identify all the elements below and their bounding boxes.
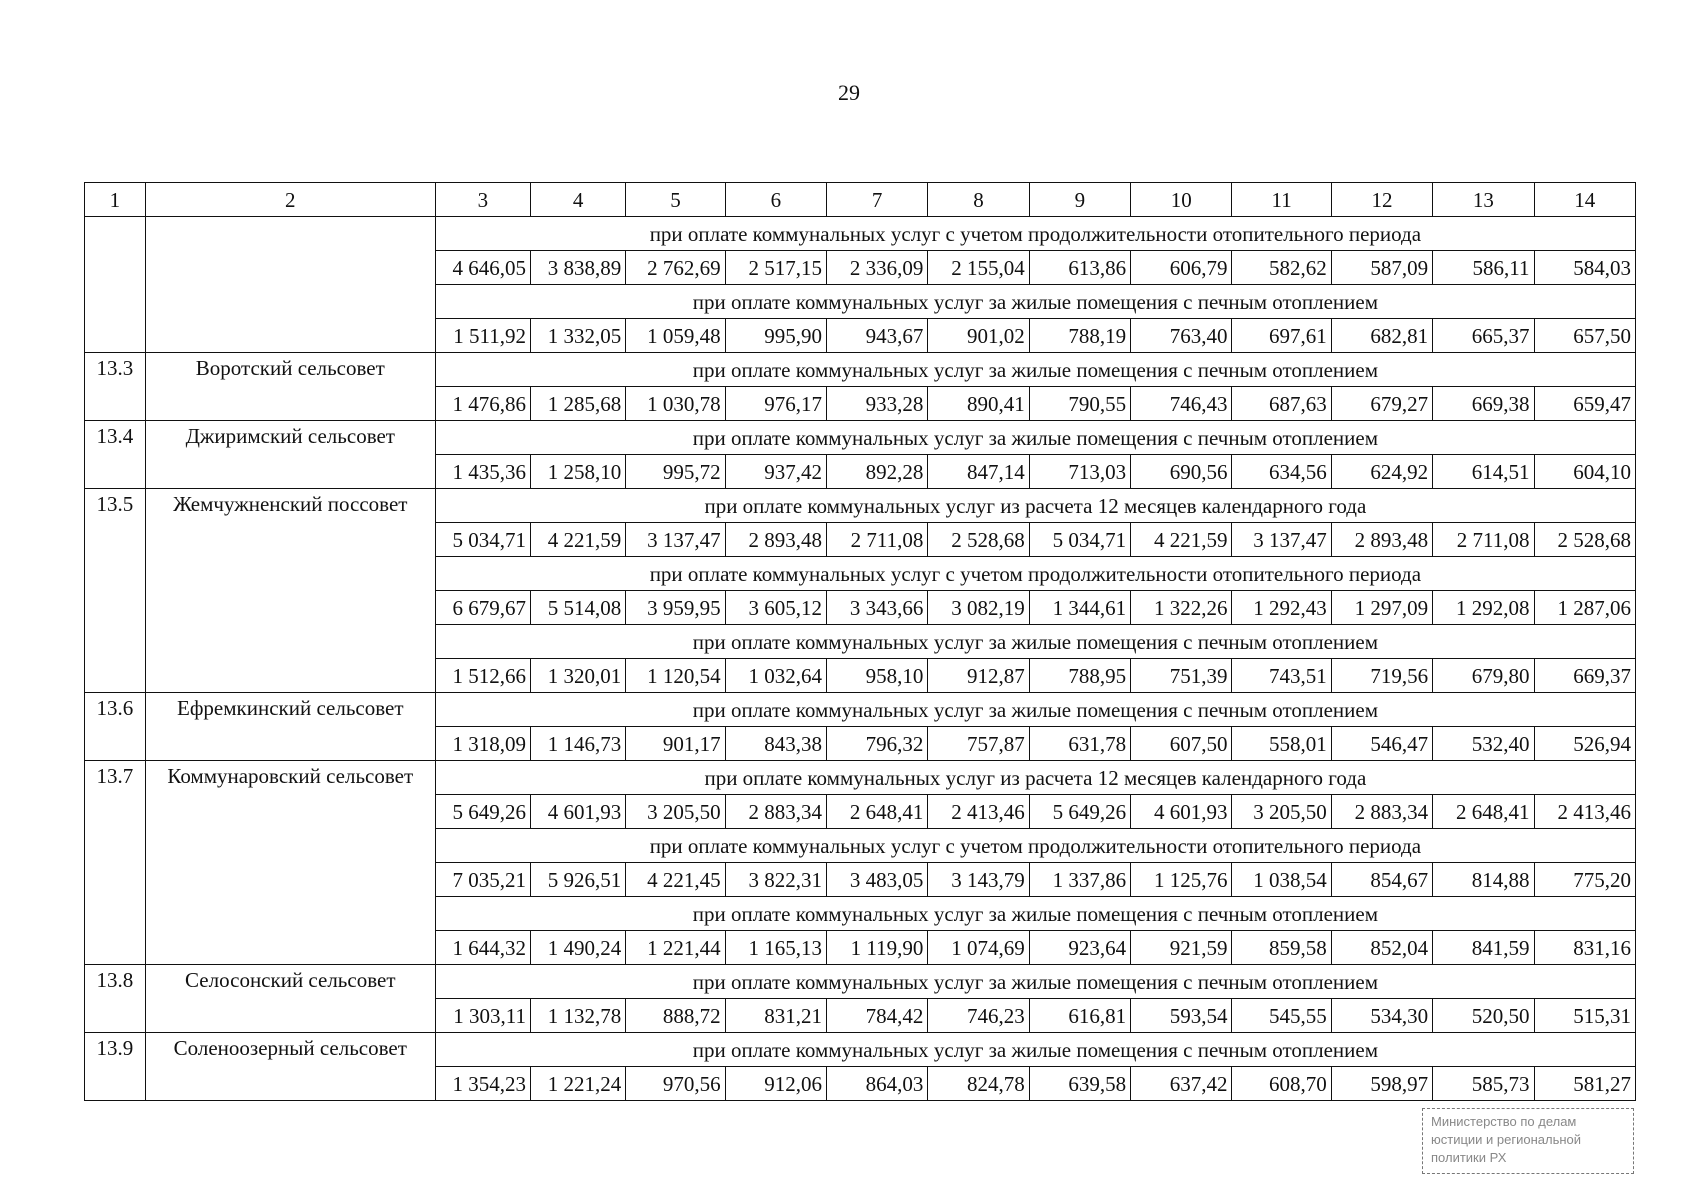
column-number-header: 3 <box>435 183 530 217</box>
settlement-name: Джиримский сельсовет <box>145 421 435 489</box>
column-number-header: 6 <box>725 183 826 217</box>
tariff-value: 3 205,50 <box>1232 795 1331 829</box>
tariff-value: 790,55 <box>1029 387 1130 421</box>
tariff-value: 631,78 <box>1029 727 1130 761</box>
tariff-value: 2 711,08 <box>1433 523 1534 557</box>
tariff-value: 763,40 <box>1131 319 1232 353</box>
payment-condition: при оплате коммунальных услуг из расчета 12 месяцев календарного года <box>435 761 1635 795</box>
tariff-value: 746,43 <box>1131 387 1232 421</box>
tariff-value: 2 413,46 <box>928 795 1029 829</box>
tariff-value: 4 221,45 <box>626 863 725 897</box>
tariff-value: 634,56 <box>1232 455 1331 489</box>
payment-condition: при оплате коммунальных услуг за жилые помещения с печным отоплением <box>435 353 1635 387</box>
column-number-header: 13 <box>1433 183 1534 217</box>
tariff-value: 854,67 <box>1331 863 1432 897</box>
tariff-value: 831,21 <box>725 999 826 1033</box>
tariff-value: 970,56 <box>626 1067 725 1101</box>
tariff-value: 746,23 <box>928 999 1029 1033</box>
tariff-value: 639,58 <box>1029 1067 1130 1101</box>
tariff-value: 1 292,43 <box>1232 591 1331 625</box>
tariff-value: 1 644,32 <box>435 931 530 965</box>
payment-condition: при оплате коммунальных услуг за жилые помещения с печным отоплением <box>435 285 1635 319</box>
payment-condition: при оплате коммунальных услуг за жилые помещения с печным отоплением <box>435 897 1635 931</box>
tariff-value: 637,42 <box>1131 1067 1232 1101</box>
tariff-value: 757,87 <box>928 727 1029 761</box>
item-number: 13.6 <box>85 693 146 761</box>
column-number-header: 1 <box>85 183 146 217</box>
column-number-header: 10 <box>1131 183 1232 217</box>
tariff-value: 4 601,93 <box>531 795 626 829</box>
tariff-value: 796,32 <box>827 727 928 761</box>
tariff-value: 864,03 <box>827 1067 928 1101</box>
column-number-header: 14 <box>1534 183 1636 217</box>
tariff-value: 2 413,46 <box>1534 795 1636 829</box>
tariff-value: 912,87 <box>928 659 1029 693</box>
tariff-value: 2 155,04 <box>928 251 1029 285</box>
tariff-value: 584,03 <box>1534 251 1636 285</box>
condition-row <box>85 761 1636 795</box>
tariff-value: 852,04 <box>1331 931 1432 965</box>
tariff-value: 613,86 <box>1029 251 1130 285</box>
tariff-value: 1 476,86 <box>435 387 530 421</box>
settlement-name: Воротский сельсовет <box>145 353 435 421</box>
tariff-value: 2 762,69 <box>626 251 725 285</box>
tariff-value: 2 883,34 <box>1331 795 1432 829</box>
payment-condition: при оплате коммунальных услуг с учетом продолжительности отопительного периода <box>435 829 1635 863</box>
tariff-value: 4 646,05 <box>435 251 530 285</box>
tariff-value: 1 032,64 <box>725 659 826 693</box>
tariff-value: 3 838,89 <box>531 251 626 285</box>
table-body <box>85 183 1636 1101</box>
condition-row <box>85 489 1636 523</box>
tariff-value: 912,06 <box>725 1067 826 1101</box>
settlement-name <box>145 217 435 353</box>
tariff-value: 1 059,48 <box>626 319 725 353</box>
condition-row <box>85 965 1636 999</box>
tariff-value: 520,50 <box>1433 999 1534 1033</box>
tariff-value: 7 035,21 <box>435 863 530 897</box>
tariff-value: 2 528,68 <box>928 523 1029 557</box>
tariff-value: 788,19 <box>1029 319 1130 353</box>
item-number <box>85 217 146 353</box>
tariff-value: 1 125,76 <box>1131 863 1232 897</box>
tariff-value: 1 221,44 <box>626 931 725 965</box>
tariff-value: 515,31 <box>1534 999 1636 1033</box>
tariff-value: 581,27 <box>1534 1067 1636 1101</box>
payment-condition: при оплате коммунальных услуг за жилые помещения с печным отоплением <box>435 421 1635 455</box>
tariff-value: 890,41 <box>928 387 1029 421</box>
tariff-value: 719,56 <box>1331 659 1432 693</box>
settlement-name: Ефремкинский сельсовет <box>145 693 435 761</box>
tariff-value: 2 893,48 <box>725 523 826 557</box>
tariff-value: 888,72 <box>626 999 725 1033</box>
tariff-value: 2 883,34 <box>725 795 826 829</box>
tariff-value: 3 137,47 <box>626 523 725 557</box>
tariff-value: 5 034,71 <box>435 523 530 557</box>
tariff-value: 4 221,59 <box>531 523 626 557</box>
tariff-value: 751,39 <box>1131 659 1232 693</box>
tariff-value: 847,14 <box>928 455 1029 489</box>
tariff-value: 5 514,08 <box>531 591 626 625</box>
tariff-value: 657,50 <box>1534 319 1636 353</box>
tariff-value: 1 344,61 <box>1029 591 1130 625</box>
tariff-value: 687,63 <box>1232 387 1331 421</box>
payment-condition: при оплате коммунальных услуг с учетом продолжительности отопительного периода <box>435 557 1635 591</box>
settlement-name: Жемчужненский поссовет <box>145 489 435 693</box>
tariff-value: 788,95 <box>1029 659 1130 693</box>
payment-condition: при оплате коммунальных услуг за жилые помещения с печным отоплением <box>435 625 1635 659</box>
tariff-value: 831,16 <box>1534 931 1636 965</box>
tariff-value: 1 120,54 <box>626 659 725 693</box>
tariff-value: 1 132,78 <box>531 999 626 1033</box>
tariff-value: 933,28 <box>827 387 928 421</box>
tariff-value: 5 034,71 <box>1029 523 1130 557</box>
tariff-value: 2 648,41 <box>1433 795 1534 829</box>
tariff-value: 532,40 <box>1433 727 1534 761</box>
tariff-value: 1 287,06 <box>1534 591 1636 625</box>
item-number: 13.4 <box>85 421 146 489</box>
tariff-value: 3 483,05 <box>827 863 928 897</box>
tariff-value: 616,81 <box>1029 999 1130 1033</box>
tariff-value: 558,01 <box>1232 727 1331 761</box>
tariff-value: 3 959,95 <box>626 591 725 625</box>
tariff-value: 923,64 <box>1029 931 1130 965</box>
tariff-value: 1 435,36 <box>435 455 530 489</box>
tariff-value: 1 074,69 <box>928 931 1029 965</box>
settlement-name: Коммунаровский сельсовет <box>145 761 435 965</box>
tariff-value: 679,80 <box>1433 659 1534 693</box>
tariff-value: 2 893,48 <box>1331 523 1432 557</box>
tariff-value: 843,38 <box>725 727 826 761</box>
item-number: 13.3 <box>85 353 146 421</box>
tariff-value: 586,11 <box>1433 251 1534 285</box>
condition-row <box>85 1033 1636 1067</box>
tariff-value: 659,47 <box>1534 387 1636 421</box>
tariff-value: 841,59 <box>1433 931 1534 965</box>
tariff-value: 2 517,15 <box>725 251 826 285</box>
tariff-value: 995,72 <box>626 455 725 489</box>
payment-condition: при оплате коммунальных услуг за жилые помещения с печным отоплением <box>435 965 1635 999</box>
tariff-value: 3 205,50 <box>626 795 725 829</box>
tariff-value: 534,30 <box>1331 999 1432 1033</box>
payment-condition: при оплате коммунальных услуг из расчета 12 месяцев календарного года <box>435 489 1635 523</box>
settlement-name: Селосонский сельсовет <box>145 965 435 1033</box>
tariff-value: 1 332,05 <box>531 319 626 353</box>
tariff-value: 3 137,47 <box>1232 523 1331 557</box>
tariff-value: 585,73 <box>1433 1067 1534 1101</box>
tariff-value: 775,20 <box>1534 863 1636 897</box>
stamp-line: юстиции и региональной <box>1431 1132 1582 1147</box>
tariff-value: 921,59 <box>1131 931 1232 965</box>
tariff-value: 943,67 <box>827 319 928 353</box>
column-number-header: 8 <box>928 183 1029 217</box>
column-number-header: 4 <box>531 183 626 217</box>
condition-row <box>85 693 1636 727</box>
tariff-value: 3 605,12 <box>725 591 826 625</box>
tariff-value: 1 119,90 <box>827 931 928 965</box>
tariff-value: 598,97 <box>1331 1067 1432 1101</box>
tariff-value: 2 648,41 <box>827 795 928 829</box>
tariff-value: 1 303,11 <box>435 999 530 1033</box>
tariff-value: 1 490,24 <box>531 931 626 965</box>
tariff-value: 669,37 <box>1534 659 1636 693</box>
item-number: 13.7 <box>85 761 146 965</box>
tariff-value: 1 320,01 <box>531 659 626 693</box>
column-number-header: 7 <box>827 183 928 217</box>
tariff-value: 901,17 <box>626 727 725 761</box>
tariff-value: 976,17 <box>725 387 826 421</box>
tariff-value: 814,88 <box>1433 863 1534 897</box>
tariff-value: 697,61 <box>1232 319 1331 353</box>
tariff-value: 593,54 <box>1131 999 1232 1033</box>
tariff-table <box>84 182 1636 1101</box>
tariff-value: 901,02 <box>928 319 1029 353</box>
tariff-value: 958,10 <box>827 659 928 693</box>
item-number: 13.5 <box>85 489 146 693</box>
condition-row <box>85 353 1636 387</box>
tariff-value: 614,51 <box>1433 455 1534 489</box>
settlement-name: Соленоозерный сельсовет <box>145 1033 435 1101</box>
stamp-line: Министерство по делам <box>1431 1114 1577 1129</box>
tariff-value: 1 354,23 <box>435 1067 530 1101</box>
stamp-line: политики РХ <box>1431 1150 1507 1165</box>
tariff-value: 5 649,26 <box>435 795 530 829</box>
tariff-value: 1 258,10 <box>531 455 626 489</box>
condition-row <box>85 421 1636 455</box>
tariff-value: 3 143,79 <box>928 863 1029 897</box>
tariff-value: 526,94 <box>1534 727 1636 761</box>
tariff-value: 1 285,68 <box>531 387 626 421</box>
tariff-value: 859,58 <box>1232 931 1331 965</box>
tariff-value: 2 711,08 <box>827 523 928 557</box>
tariff-value: 608,70 <box>1232 1067 1331 1101</box>
tariff-value: 3 343,66 <box>827 591 928 625</box>
payment-condition: при оплате коммунальных услуг за жилые помещения с печным отоплением <box>435 693 1635 727</box>
tariff-value: 3 082,19 <box>928 591 1029 625</box>
tariff-value: 690,56 <box>1131 455 1232 489</box>
tariff-value: 1 221,24 <box>531 1067 626 1101</box>
tariff-value: 607,50 <box>1131 727 1232 761</box>
item-number: 13.9 <box>85 1033 146 1101</box>
tariff-value: 587,09 <box>1331 251 1432 285</box>
tariff-value: 604,10 <box>1534 455 1636 489</box>
tariff-value: 2 528,68 <box>1534 523 1636 557</box>
tariff-value: 1 165,13 <box>725 931 826 965</box>
tariff-value: 713,03 <box>1029 455 1130 489</box>
tariff-value: 937,42 <box>725 455 826 489</box>
column-number-header: 12 <box>1331 183 1432 217</box>
tariff-value: 784,42 <box>827 999 928 1033</box>
tariff-value: 5 926,51 <box>531 863 626 897</box>
tariff-value: 665,37 <box>1433 319 1534 353</box>
tariff-value: 824,78 <box>928 1067 1029 1101</box>
tariff-value: 682,81 <box>1331 319 1432 353</box>
tariff-value: 1 322,26 <box>1131 591 1232 625</box>
tariff-value: 1 297,09 <box>1331 591 1432 625</box>
tariff-value: 606,79 <box>1131 251 1232 285</box>
page-number: 29 <box>838 80 860 105</box>
tariff-value: 669,38 <box>1433 387 1534 421</box>
tariff-value: 5 649,26 <box>1029 795 1130 829</box>
tariff-value: 624,92 <box>1331 455 1432 489</box>
tariff-value: 1 511,92 <box>435 319 530 353</box>
tariff-value: 1 292,08 <box>1433 591 1534 625</box>
item-number: 13.8 <box>85 965 146 1033</box>
tariff-value: 1 337,86 <box>1029 863 1130 897</box>
column-number-header: 9 <box>1029 183 1130 217</box>
tariff-value: 743,51 <box>1232 659 1331 693</box>
tariff-value: 1 146,73 <box>531 727 626 761</box>
tariff-value: 546,47 <box>1331 727 1432 761</box>
column-number-header: 11 <box>1232 183 1331 217</box>
column-number-header: 2 <box>145 183 435 217</box>
tariff-value: 1 030,78 <box>626 387 725 421</box>
tariff-value: 6 679,67 <box>435 591 530 625</box>
header-row <box>85 183 1636 217</box>
condition-row <box>85 217 1636 251</box>
payment-condition: при оплате коммунальных услуг с учетом продолжительности отопительного периода <box>435 217 1635 251</box>
tariff-value: 995,90 <box>725 319 826 353</box>
tariff-value: 1 038,54 <box>1232 863 1331 897</box>
column-number-header: 5 <box>626 183 725 217</box>
tariff-value: 1 512,66 <box>435 659 530 693</box>
tariff-value: 4 601,93 <box>1131 795 1232 829</box>
tariff-value: 679,27 <box>1331 387 1432 421</box>
tariff-value: 2 336,09 <box>827 251 928 285</box>
tariff-value: 545,55 <box>1232 999 1331 1033</box>
tariff-value: 4 221,59 <box>1131 523 1232 557</box>
tariff-value: 582,62 <box>1232 251 1331 285</box>
tariff-value: 892,28 <box>827 455 928 489</box>
registration-stamp <box>1422 1108 1634 1174</box>
tariff-value: 3 822,31 <box>725 863 826 897</box>
tariff-value: 1 318,09 <box>435 727 530 761</box>
payment-condition: при оплате коммунальных услуг за жилые помещения с печным отоплением <box>435 1033 1635 1067</box>
